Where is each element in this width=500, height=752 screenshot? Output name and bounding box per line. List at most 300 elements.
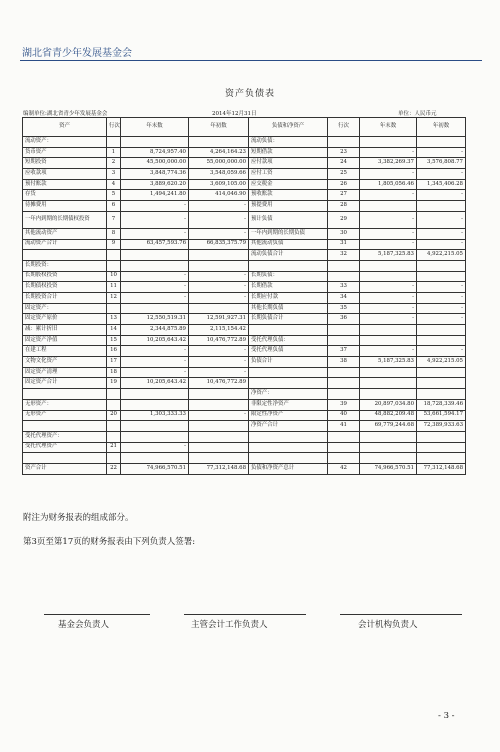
table-cell bbox=[121, 260, 189, 271]
note-line-1: 附注为财务报表的组成部分。 bbox=[23, 513, 134, 523]
table-row bbox=[23, 367, 466, 378]
table-cell: 长期债权投资 bbox=[23, 282, 107, 293]
column-header: 年末数 bbox=[121, 118, 189, 137]
currency-unit: 单位：人民币元 bbox=[398, 111, 437, 117]
table-cell bbox=[189, 137, 249, 148]
table-cell: - bbox=[360, 190, 417, 201]
table-cell: 21 bbox=[107, 442, 121, 453]
table-cell: - bbox=[189, 228, 249, 239]
table-row bbox=[23, 169, 466, 180]
table-cell: - bbox=[417, 292, 466, 303]
table-cell: 39 bbox=[328, 399, 360, 410]
table-row bbox=[23, 410, 466, 421]
table-cell bbox=[360, 325, 417, 336]
report-date: 2014年12月31日 bbox=[212, 111, 257, 117]
table-row bbox=[23, 201, 466, 212]
table-cell: - bbox=[189, 410, 249, 421]
table-cell: 2,344,875.89 bbox=[121, 325, 189, 336]
table-cell: 预提费用 bbox=[249, 201, 328, 212]
table-cell: 414,046.90 bbox=[189, 190, 249, 201]
table-row bbox=[23, 158, 466, 169]
table-cell: 38 bbox=[328, 357, 360, 368]
organization-name: 湖北省青少年发展基金会 bbox=[22, 48, 132, 59]
table-cell: - bbox=[360, 239, 417, 250]
table-cell: 长期负债： bbox=[249, 271, 328, 282]
table-cell bbox=[328, 367, 360, 378]
table-cell bbox=[249, 325, 328, 336]
table-cell bbox=[23, 421, 107, 432]
table-cell: 55,000,000.00 bbox=[189, 158, 249, 169]
table-cell bbox=[249, 453, 328, 464]
table-cell: 5 bbox=[107, 190, 121, 201]
table-cell bbox=[189, 431, 249, 442]
table-cell: - bbox=[121, 442, 189, 453]
table-cell: 37 bbox=[328, 346, 360, 357]
table-cell: - bbox=[121, 292, 189, 303]
table-cell bbox=[360, 260, 417, 271]
table-row bbox=[23, 346, 466, 357]
table-cell bbox=[249, 378, 328, 389]
table-cell: - bbox=[360, 346, 417, 357]
table-cell: - bbox=[417, 228, 466, 239]
table-cell: 4,264,164.23 bbox=[189, 147, 249, 158]
table-cell: - bbox=[189, 211, 249, 228]
table-cell: 流动负债合计 bbox=[249, 250, 328, 261]
table-cell: 12,591,927.31 bbox=[189, 314, 249, 325]
table-cell bbox=[328, 325, 360, 336]
table-cell: - bbox=[417, 282, 466, 293]
table-cell bbox=[417, 260, 466, 271]
table-cell: - bbox=[360, 228, 417, 239]
table-cell: 29 bbox=[328, 211, 360, 228]
table-cell bbox=[328, 378, 360, 389]
table-cell: 13 bbox=[107, 314, 121, 325]
table-cell: 35 bbox=[328, 303, 360, 314]
table-cell: 53,661,594.17 bbox=[417, 410, 466, 421]
report-title: 资产负债表 bbox=[224, 89, 275, 99]
table-cell: 10,205,643.42 bbox=[121, 378, 189, 389]
table-cell: - bbox=[417, 303, 466, 314]
table-cell bbox=[189, 442, 249, 453]
table-cell: 3,576,808.77 bbox=[417, 158, 466, 169]
table-cell: 18 bbox=[107, 367, 121, 378]
table-cell bbox=[121, 431, 189, 442]
table-cell bbox=[23, 453, 107, 464]
table-row bbox=[23, 442, 466, 453]
table-cell: 42 bbox=[328, 463, 360, 474]
table-cell bbox=[107, 399, 121, 410]
signature-label-accounting-dept-head: 会计机构负责人 bbox=[358, 620, 418, 630]
signature-label-accounting-head: 主管会计工作负责人 bbox=[191, 620, 268, 630]
table-cell bbox=[189, 453, 249, 464]
table-cell bbox=[328, 389, 360, 400]
table-row bbox=[23, 357, 466, 368]
table-cell: - bbox=[189, 282, 249, 293]
table-cell: 45,500,000.00 bbox=[121, 158, 189, 169]
table-cell: 69,779,244.68 bbox=[360, 421, 417, 432]
table-header-row bbox=[23, 118, 466, 137]
table-cell: 12 bbox=[107, 292, 121, 303]
table-cell bbox=[417, 378, 466, 389]
column-header: 行次 bbox=[107, 118, 121, 137]
table-cell bbox=[249, 442, 328, 453]
table-cell: 77,312,148.68 bbox=[189, 463, 249, 474]
table-cell: 74,966,570.51 bbox=[360, 463, 417, 474]
table-row bbox=[23, 271, 466, 282]
table-cell: 受托代理负债 bbox=[249, 346, 328, 357]
table-cell: 7 bbox=[107, 211, 121, 228]
table-row bbox=[23, 190, 466, 201]
table-cell bbox=[360, 335, 417, 346]
table-cell: - bbox=[417, 169, 466, 180]
table-cell bbox=[360, 453, 417, 464]
table-cell: 48,882,209.48 bbox=[360, 410, 417, 421]
table-cell: 短期借款 bbox=[249, 147, 328, 158]
table-row bbox=[23, 463, 466, 474]
table-cell: 其他流动负债 bbox=[249, 239, 328, 250]
table-cell: 1,494,241.80 bbox=[121, 190, 189, 201]
table-cell: 文物文化资产 bbox=[23, 357, 107, 368]
table-cell bbox=[189, 389, 249, 400]
table-cell: - bbox=[360, 169, 417, 180]
table-row bbox=[23, 211, 466, 228]
table-cell: 8 bbox=[107, 228, 121, 239]
note-line-2: 第3页至第17页的财务报表由下列负责人签署: bbox=[23, 537, 196, 547]
table-cell: 40 bbox=[328, 410, 360, 421]
column-header: 资产 bbox=[23, 118, 107, 137]
table-cell: 28 bbox=[328, 201, 360, 212]
table-row bbox=[23, 453, 466, 464]
table-cell: 66,835,375.79 bbox=[189, 239, 249, 250]
table-cell: 长期借款 bbox=[249, 282, 328, 293]
table-cell: - bbox=[121, 357, 189, 368]
table-cell bbox=[417, 137, 466, 148]
table-row bbox=[23, 303, 466, 314]
table-cell: 长期投资： bbox=[23, 260, 107, 271]
table-cell: 应交税金 bbox=[249, 179, 328, 190]
table-cell: 流动负债： bbox=[249, 137, 328, 148]
table-cell bbox=[328, 271, 360, 282]
table-cell bbox=[417, 271, 466, 282]
signature-line-1 bbox=[44, 614, 150, 615]
table-cell: 32 bbox=[328, 250, 360, 261]
table-cell: 其他长期负债 bbox=[249, 303, 328, 314]
table-cell: 4,922,215.05 bbox=[417, 250, 466, 261]
table-cell: 9 bbox=[107, 239, 121, 250]
table-cell bbox=[328, 260, 360, 271]
table-cell: 12,550,519.31 bbox=[121, 314, 189, 325]
table-row bbox=[23, 389, 466, 400]
table-cell: 长期投资合计 bbox=[23, 292, 107, 303]
table-cell: 受托代理资产 bbox=[23, 442, 107, 453]
table-cell bbox=[249, 260, 328, 271]
table-cell bbox=[417, 335, 466, 346]
table-cell: - bbox=[360, 314, 417, 325]
table-cell: - bbox=[189, 292, 249, 303]
table-cell: 10,205,643.42 bbox=[121, 335, 189, 346]
table-cell: - bbox=[417, 211, 466, 228]
table-row bbox=[23, 239, 466, 250]
table-cell: 预付账款 bbox=[23, 179, 107, 190]
column-header: 年初数 bbox=[417, 118, 466, 137]
table-cell: - bbox=[121, 282, 189, 293]
table-cell bbox=[189, 303, 249, 314]
table-cell: - bbox=[121, 346, 189, 357]
table-cell: - bbox=[360, 282, 417, 293]
table-cell: 17 bbox=[107, 357, 121, 368]
table-cell: 25 bbox=[328, 169, 360, 180]
table-cell: 流动资产： bbox=[23, 137, 107, 148]
table-cell bbox=[107, 453, 121, 464]
table-cell bbox=[417, 442, 466, 453]
table-row bbox=[23, 147, 466, 158]
page-number: - 3 - bbox=[438, 711, 455, 721]
table-row bbox=[23, 250, 466, 261]
table-cell: 一年内到期的长期负债 bbox=[249, 228, 328, 239]
table-cell: - bbox=[121, 228, 189, 239]
table-cell: - bbox=[189, 357, 249, 368]
table-cell: 23 bbox=[328, 147, 360, 158]
table-cell: 流动资产合计 bbox=[23, 239, 107, 250]
table-cell: 预计负债 bbox=[249, 211, 328, 228]
table-row bbox=[23, 282, 466, 293]
table-cell bbox=[189, 250, 249, 261]
table-cell: 3,548,059.66 bbox=[189, 169, 249, 180]
table-cell: - bbox=[360, 211, 417, 228]
table-cell: 2,115,154.42 bbox=[189, 325, 249, 336]
table-cell: 10 bbox=[107, 271, 121, 282]
table-cell: 3,848,774.36 bbox=[121, 169, 189, 180]
table-cell: - bbox=[121, 367, 189, 378]
table-cell: 22 bbox=[107, 463, 121, 474]
table-cell: 3,889,620.20 bbox=[121, 179, 189, 190]
table-cell: 10,476,772.89 bbox=[189, 378, 249, 389]
table-cell bbox=[417, 201, 466, 212]
table-cell: 74,966,570.51 bbox=[121, 463, 189, 474]
table-cell: 无形资产 bbox=[23, 410, 107, 421]
table-cell: 应付工资 bbox=[249, 169, 328, 180]
table-cell bbox=[121, 137, 189, 148]
table-cell bbox=[328, 453, 360, 464]
table-cell bbox=[328, 431, 360, 442]
table-row bbox=[23, 179, 466, 190]
table-cell: 一年内到期的长期债权投资 bbox=[23, 211, 107, 228]
table-cell bbox=[249, 367, 328, 378]
table-cell: - bbox=[121, 201, 189, 212]
table-cell bbox=[360, 431, 417, 442]
table-cell: 14 bbox=[107, 325, 121, 336]
table-cell: 长期负债合计 bbox=[249, 314, 328, 325]
table-row bbox=[23, 228, 466, 239]
table-cell bbox=[121, 399, 189, 410]
table-cell bbox=[107, 431, 121, 442]
table-cell bbox=[121, 250, 189, 261]
table-cell: 货币资产 bbox=[23, 147, 107, 158]
column-header: 年末数 bbox=[360, 118, 417, 137]
table-cell: 在建工程 bbox=[23, 346, 107, 357]
table-cell bbox=[189, 260, 249, 271]
table-cell bbox=[360, 442, 417, 453]
table-cell: - bbox=[417, 314, 466, 325]
table-cell bbox=[107, 421, 121, 432]
table-cell bbox=[121, 303, 189, 314]
table-cell: 26 bbox=[328, 179, 360, 190]
table-row bbox=[23, 260, 466, 271]
table-cell: 36 bbox=[328, 314, 360, 325]
table-cell: 63,457,593.76 bbox=[121, 239, 189, 250]
table-cell: 短期投资 bbox=[23, 158, 107, 169]
signature-label-foundation-head: 基金会负责人 bbox=[58, 620, 110, 630]
table-cell: 77,312,148.68 bbox=[417, 463, 466, 474]
table-cell: - bbox=[121, 271, 189, 282]
table-cell: - bbox=[417, 346, 466, 357]
signature-line-3 bbox=[340, 614, 462, 615]
table-cell: 预收账款 bbox=[249, 190, 328, 201]
table-cell: 41 bbox=[328, 421, 360, 432]
table-cell bbox=[107, 303, 121, 314]
table-cell: 固定资产清理 bbox=[23, 367, 107, 378]
table-cell: 3,609,105.00 bbox=[189, 179, 249, 190]
table-row bbox=[23, 399, 466, 410]
table-cell: 1 bbox=[107, 147, 121, 158]
table-cell: - bbox=[189, 346, 249, 357]
table-cell: 3,382,269.37 bbox=[360, 158, 417, 169]
table-cell: 6 bbox=[107, 201, 121, 212]
table-cell: 存货 bbox=[23, 190, 107, 201]
table-cell: 20,897,034.80 bbox=[360, 399, 417, 410]
table-cell bbox=[107, 389, 121, 400]
table-cell bbox=[417, 453, 466, 464]
table-cell: 减：累计折旧 bbox=[23, 325, 107, 336]
table-cell: 18,728,339.46 bbox=[417, 399, 466, 410]
table-row bbox=[23, 431, 466, 442]
table-cell: - bbox=[360, 147, 417, 158]
table-row bbox=[23, 137, 466, 148]
table-cell bbox=[360, 201, 417, 212]
table-cell: 24 bbox=[328, 158, 360, 169]
signature-line-2 bbox=[184, 614, 306, 615]
table-cell: 72,389,933.63 bbox=[417, 421, 466, 432]
table-cell bbox=[189, 421, 249, 432]
table-cell: 1,303,333.33 bbox=[121, 410, 189, 421]
table-cell bbox=[417, 389, 466, 400]
table-cell: 其他流动资产 bbox=[23, 228, 107, 239]
table-cell: 11 bbox=[107, 282, 121, 293]
preparer-unit: 编制单位:湖北省青少年发展基金会 bbox=[23, 111, 108, 117]
table-cell bbox=[417, 431, 466, 442]
table-cell: 固定资产净值 bbox=[23, 335, 107, 346]
column-header: 行次 bbox=[328, 118, 360, 137]
table-cell bbox=[360, 271, 417, 282]
table-cell: 30 bbox=[328, 228, 360, 239]
table-cell bbox=[189, 399, 249, 410]
table-cell bbox=[107, 250, 121, 261]
table-cell: 15 bbox=[107, 335, 121, 346]
table-cell bbox=[360, 389, 417, 400]
header-rule bbox=[20, 60, 482, 61]
table-cell: 固定资产原价 bbox=[23, 314, 107, 325]
table-row bbox=[23, 378, 466, 389]
table-cell: 34 bbox=[328, 292, 360, 303]
table-cell: 5,187,325.83 bbox=[360, 357, 417, 368]
table-cell: - bbox=[189, 367, 249, 378]
table-cell bbox=[107, 137, 121, 148]
table-cell: 33 bbox=[328, 282, 360, 293]
table-cell: 受托代理资产： bbox=[23, 431, 107, 442]
table-cell bbox=[107, 260, 121, 271]
table-cell: 8,724,957.40 bbox=[121, 147, 189, 158]
table-cell: - bbox=[417, 239, 466, 250]
table-cell: - bbox=[417, 190, 466, 201]
table-cell: - bbox=[417, 147, 466, 158]
table-cell bbox=[328, 442, 360, 453]
table-cell: 负债合计 bbox=[249, 357, 328, 368]
table-cell: 27 bbox=[328, 190, 360, 201]
table-cell bbox=[23, 250, 107, 261]
table-cell: 应收款项 bbox=[23, 169, 107, 180]
table-cell: 1,805,056.46 bbox=[360, 179, 417, 190]
table-cell: 4 bbox=[107, 179, 121, 190]
table-cell bbox=[360, 367, 417, 378]
table-cell: - bbox=[121, 211, 189, 228]
table-row bbox=[23, 335, 466, 346]
table-cell: 应付款项 bbox=[249, 158, 328, 169]
table-cell: 19 bbox=[107, 378, 121, 389]
table-cell: 31 bbox=[328, 239, 360, 250]
table-row bbox=[23, 421, 466, 432]
table-cell: 限定性净资产 bbox=[249, 410, 328, 421]
table-cell: 净资产： bbox=[249, 389, 328, 400]
table-cell: 20 bbox=[107, 410, 121, 421]
table-cell: 长期股权投资 bbox=[23, 271, 107, 282]
table-cell bbox=[360, 137, 417, 148]
table-cell: 16 bbox=[107, 346, 121, 357]
table-cell bbox=[121, 421, 189, 432]
table-cell: - bbox=[360, 303, 417, 314]
table-cell bbox=[23, 389, 107, 400]
table-cell bbox=[328, 137, 360, 148]
table-cell bbox=[360, 378, 417, 389]
table-cell: 1,345,406.28 bbox=[417, 179, 466, 190]
table-row bbox=[23, 292, 466, 303]
table-row bbox=[23, 314, 466, 325]
table-cell: 固定资产合计 bbox=[23, 378, 107, 389]
table-cell: - bbox=[189, 271, 249, 282]
table-cell: 长期应付款 bbox=[249, 292, 328, 303]
table-cell bbox=[121, 453, 189, 464]
table-row bbox=[23, 325, 466, 336]
table-cell bbox=[417, 325, 466, 336]
table-cell: 无形资产： bbox=[23, 399, 107, 410]
table-cell bbox=[328, 335, 360, 346]
table-cell: 4,922,215.05 bbox=[417, 357, 466, 368]
column-header: 负债和净资产 bbox=[249, 118, 328, 137]
table-cell: 待摊费用 bbox=[23, 201, 107, 212]
table-cell: 资产合计 bbox=[23, 463, 107, 474]
table-cell: 受托代理负债： bbox=[249, 335, 328, 346]
table-cell: 3 bbox=[107, 169, 121, 180]
table-cell: 5,187,325.83 bbox=[360, 250, 417, 261]
table-cell: 2 bbox=[107, 158, 121, 169]
table-cell: - bbox=[360, 292, 417, 303]
table-cell: 10,476,772.89 bbox=[189, 335, 249, 346]
table-cell: - bbox=[189, 201, 249, 212]
table-cell bbox=[249, 431, 328, 442]
table-cell: 非限定性净资产 bbox=[249, 399, 328, 410]
table-cell bbox=[121, 389, 189, 400]
table-cell: 固定资产： bbox=[23, 303, 107, 314]
table-cell: 负债和净资产总计 bbox=[249, 463, 328, 474]
